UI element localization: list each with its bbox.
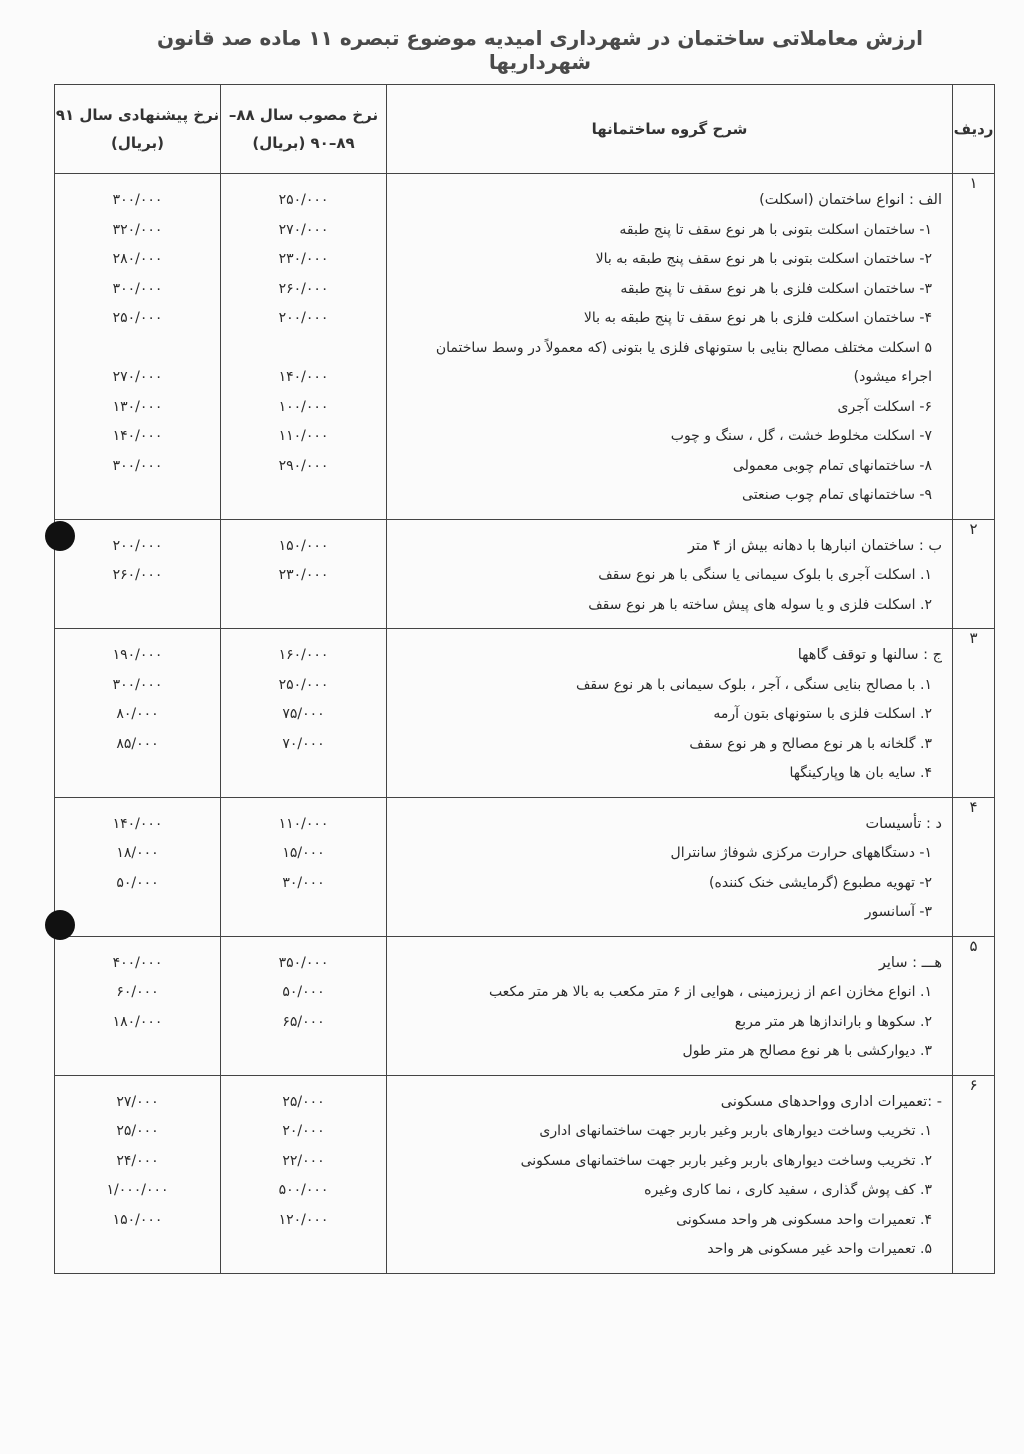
page-title: ارزش معاملاتی ساختمان در شهرداری امیدیه موضوع تبصره ۱۱ ماده صد قانون شهرداریها	[156, 26, 924, 74]
approved-rate-value: ۲۳۰/۰۰۰	[278, 251, 329, 267]
proposed-rate-value: ۱/۰۰۰/۰۰۰	[106, 1182, 169, 1198]
header-description: شرح گروه ساختمانها	[387, 85, 953, 174]
proposed-rate-value: ۳۰۰/۰۰۰	[112, 457, 163, 474]
table-row	[55, 629, 995, 798]
row-number: ۵	[953, 936, 995, 1075]
group-item: ۸- ساختمانهای تمام چوبی معمولی	[732, 457, 932, 474]
approved-rate-value: ۷۰/۰۰۰	[282, 735, 325, 752]
group-item: ۳. کف پوش گذاری ، سفید کاری ، نما کاری وغیره	[644, 1182, 932, 1198]
approved-rate-value: ۲۶۰/۰۰۰	[278, 280, 329, 297]
proposed-rate-value: ۵۰/۰۰۰	[116, 874, 159, 891]
group-item: ۲. سکوها و باراندازها هر متر مربع	[734, 1013, 932, 1030]
table-header-row	[55, 85, 995, 174]
proposed-rate-cell	[55, 797, 221, 936]
header-proposed-rate: نرخ پیشنهادی سال ۹۱ (بریال)	[55, 85, 221, 174]
table-row	[55, 174, 995, 520]
group-item: ۱. انواع مخازن اعم از زیرزمینی ، هوایی از ۶ متر مکعب به بالا هر متر مکعب	[488, 984, 932, 1000]
group-item: ۲. اسکلت فلزی و یا سوله های پیش ساخته با هر نوع سقف	[588, 596, 932, 613]
approved-rate-value: ۱۵/۰۰۰	[282, 845, 325, 861]
approved-rate-value: ۳۰/۰۰۰	[282, 874, 325, 891]
proposed-rate-value: ۲۵۰/۰۰۰	[112, 310, 163, 326]
approved-rate-value: ۱۲۰/۰۰۰	[278, 1211, 329, 1228]
proposed-rate-value: ۱۸۰/۰۰۰	[112, 1013, 163, 1030]
group-item: ۴. سایه بان ها وپارکینگها	[789, 765, 932, 781]
group-item: ۴. تعمیرات واحد مسکونی هر واحد مسکونی	[676, 1211, 932, 1228]
proposed-rate-value: ۱۵۰/۰۰۰	[112, 1211, 163, 1228]
group-item: ۴- ساختمان اسکلت فلزی با هر نوع سقف تا پنج طبقه به بالا	[583, 310, 932, 326]
proposed-rate-value: ۱۳۰/۰۰۰	[112, 398, 163, 415]
approved-rate-value: ۲۳۰/۰۰۰	[278, 567, 329, 583]
approved-rate-value: ۲۵۰/۰۰۰	[278, 192, 329, 208]
proposed-rate-value: ۶۰/۰۰۰	[116, 984, 159, 1000]
proposed-rate-value: ۲۷/۰۰۰	[116, 1093, 159, 1110]
approved-rate-value: ۶۵/۰۰۰	[282, 1013, 325, 1030]
valuation-table	[54, 84, 995, 1274]
spacer	[55, 334, 220, 364]
proposed-rate-value: ۳۰۰/۰۰۰	[112, 192, 163, 208]
punch-hole	[45, 521, 75, 551]
proposed-rate-value: ۲۶۰/۰۰۰	[112, 567, 163, 583]
proposed-rate-value: ۱۹۰/۰۰۰	[112, 647, 163, 663]
approved-rate-value: ۱۴۰/۰۰۰	[278, 369, 329, 385]
proposed-rate-value: ۸۰/۰۰۰	[116, 706, 159, 722]
approved-rate-value: ۱۵۰/۰۰۰	[278, 537, 329, 554]
approved-rate-cell	[221, 629, 387, 798]
group-heading: ب : ساختمان انبارها با دهانه بیش از ۴ متر	[688, 537, 942, 554]
group-item: ۲- ساختمان اسکلت بتونی با هر نوع سقف پنج طبقه به بالا	[595, 251, 932, 267]
row-number: ۶	[953, 1075, 995, 1273]
spacer	[221, 334, 386, 364]
proposed-rate-value: ۳۰۰/۰۰۰	[112, 676, 163, 693]
proposed-rate-value: ۱۴۰/۰۰۰	[112, 815, 163, 832]
group-description	[387, 174, 953, 520]
group-item: ۳- آسانسور	[864, 904, 932, 920]
approved-rate-value: ۱۰۰/۰۰۰	[278, 398, 329, 415]
proposed-rate-value: ۲۷۰/۰۰۰	[112, 369, 163, 385]
group-item: ۳. گلخانه با هر نوع مصالح و هر نوع سقف	[689, 735, 932, 752]
group-item: ۵ اسکلت مختلف مصالح بنایی با ستونهای فلزی یا بتونی (که معمولاً در وسط ساختمان اجراء میشود)	[435, 339, 932, 385]
group-heading: - :تعمیرات اداری وواحدهای مسکونی	[720, 1093, 942, 1110]
approved-rate-value: ۱۱۰/۰۰۰	[278, 815, 329, 832]
group-description	[387, 629, 953, 798]
approved-rate-value: ۲۲/۰۰۰	[282, 1152, 325, 1169]
header-approved-rate: نرخ مصوب سال ۸۸– ۸۹–۹۰ (بریال)	[221, 85, 387, 174]
table-row	[55, 1075, 995, 1273]
proposed-rate-value: ۱۸/۰۰۰	[116, 845, 159, 861]
group-heading: د : تأسیسات	[865, 815, 942, 832]
proposed-rate-cell	[55, 1075, 221, 1273]
proposed-rate-cell	[55, 519, 221, 629]
group-item: ۳- ساختمان اسکلت فلزی با هر نوع سقف تا پنج طبقه	[620, 280, 932, 297]
group-description	[387, 519, 953, 629]
approved-rate-value: ۲۷۰/۰۰۰	[278, 221, 329, 238]
proposed-rate-cell	[55, 936, 221, 1075]
approved-rate-value: ۲۵/۰۰۰	[282, 1093, 325, 1110]
group-item: ۳. دیوارکشی با هر نوع مصالح هر متر طول	[682, 1043, 932, 1059]
approved-rate-value: ۲۰۰/۰۰۰	[278, 310, 329, 326]
row-number: ۳	[953, 629, 995, 798]
row-number: ۱	[953, 174, 995, 520]
group-item: ۵. تعمیرات واحد غیر مسکونی هر واحد	[707, 1241, 932, 1257]
group-item: ۱- ساختمان اسکلت بتونی با هر نوع سقف تا پنج طبقه	[619, 221, 932, 238]
row-number: ۲	[953, 519, 995, 629]
approved-rate-value: ۲۹۰/۰۰۰	[278, 457, 329, 474]
table-row	[55, 936, 995, 1075]
header-row-number: ردیف	[953, 85, 995, 174]
group-item: ۱. با مصالح بنایی سنگی ، آجر ، بلوک سیمانی با هر نوع سقف	[575, 676, 932, 693]
approved-rate-cell	[221, 1075, 387, 1273]
group-item: ۹- ساختمانهای تمام چوب صنعتی	[742, 487, 932, 503]
group-item: ۷- اسکلت مخلوط خشت ، گل ، سنگ و چوب	[670, 428, 932, 444]
approved-rate-cell	[221, 936, 387, 1075]
group-heading: هـــ : سایر	[878, 954, 942, 971]
punch-hole	[45, 910, 75, 940]
group-item: ۲. اسکلت فلزی با ستونهای بتون آرمه	[713, 706, 932, 722]
group-description	[387, 936, 953, 1075]
approved-rate-value: ۵۰۰/۰۰۰	[278, 1182, 329, 1198]
proposed-rate-value: ۲۰۰/۰۰۰	[112, 537, 163, 554]
proposed-rate-value: ۳۲۰/۰۰۰	[112, 221, 163, 238]
group-heading: ج : سالنها و توقف گاهها	[797, 647, 942, 663]
approved-rate-cell	[221, 797, 387, 936]
approved-rate-cell	[221, 519, 387, 629]
proposed-rate-value: ۲۵/۰۰۰	[116, 1123, 159, 1139]
proposed-rate-value: ۸۵/۰۰۰	[116, 735, 159, 752]
group-item: ۲. تخریب وساخت دیوارهای باربر وغیر باربر جهت ساختمانهای مسکونی	[520, 1152, 932, 1169]
row-number: ۴	[953, 797, 995, 936]
group-description	[387, 797, 953, 936]
group-item: ۲- تهویه مطبوع (گرمایشی خنک کننده)	[709, 874, 932, 891]
proposed-rate-value: ۲۴/۰۰۰	[116, 1152, 159, 1169]
approved-rate-value: ۵۰/۰۰۰	[282, 984, 325, 1000]
proposed-rate-value: ۴۰۰/۰۰۰	[112, 954, 163, 971]
group-item: ۱- دستگاههای حرارت مرکزی شوفاژ سانترال	[670, 845, 932, 861]
approved-rate-value: ۲۵۰/۰۰۰	[278, 676, 329, 693]
approved-rate-value: ۷۵/۰۰۰	[282, 706, 325, 722]
proposed-rate-value: ۱۴۰/۰۰۰	[112, 428, 163, 444]
approved-rate-value: ۱۶۰/۰۰۰	[278, 647, 329, 663]
approved-rate-cell	[221, 174, 387, 520]
group-item: ۱. اسکلت آجری با بلوک سیمانی یا سنگی با هر نوع سقف	[598, 567, 932, 583]
group-heading: الف : انواع ساختمان (اسکلت)	[759, 192, 942, 208]
table-row	[55, 797, 995, 936]
group-item: ۱. تخریب وساخت دیوارهای باربر وغیر باربر جهت ساختمانهای اداری	[539, 1123, 932, 1139]
proposed-rate-value: ۳۰۰/۰۰۰	[112, 280, 163, 297]
proposed-rate-cell	[55, 629, 221, 798]
approved-rate-value: ۳۵۰/۰۰۰	[278, 954, 329, 971]
approved-rate-value: ۲۰/۰۰۰	[282, 1123, 325, 1139]
proposed-rate-value: ۲۸۰/۰۰۰	[112, 251, 163, 267]
proposed-rate-cell	[55, 174, 221, 520]
group-description	[387, 1075, 953, 1273]
approved-rate-value: ۱۱۰/۰۰۰	[278, 428, 329, 444]
table-row	[55, 519, 995, 629]
group-item: ۶- اسکلت آجری	[837, 398, 932, 415]
